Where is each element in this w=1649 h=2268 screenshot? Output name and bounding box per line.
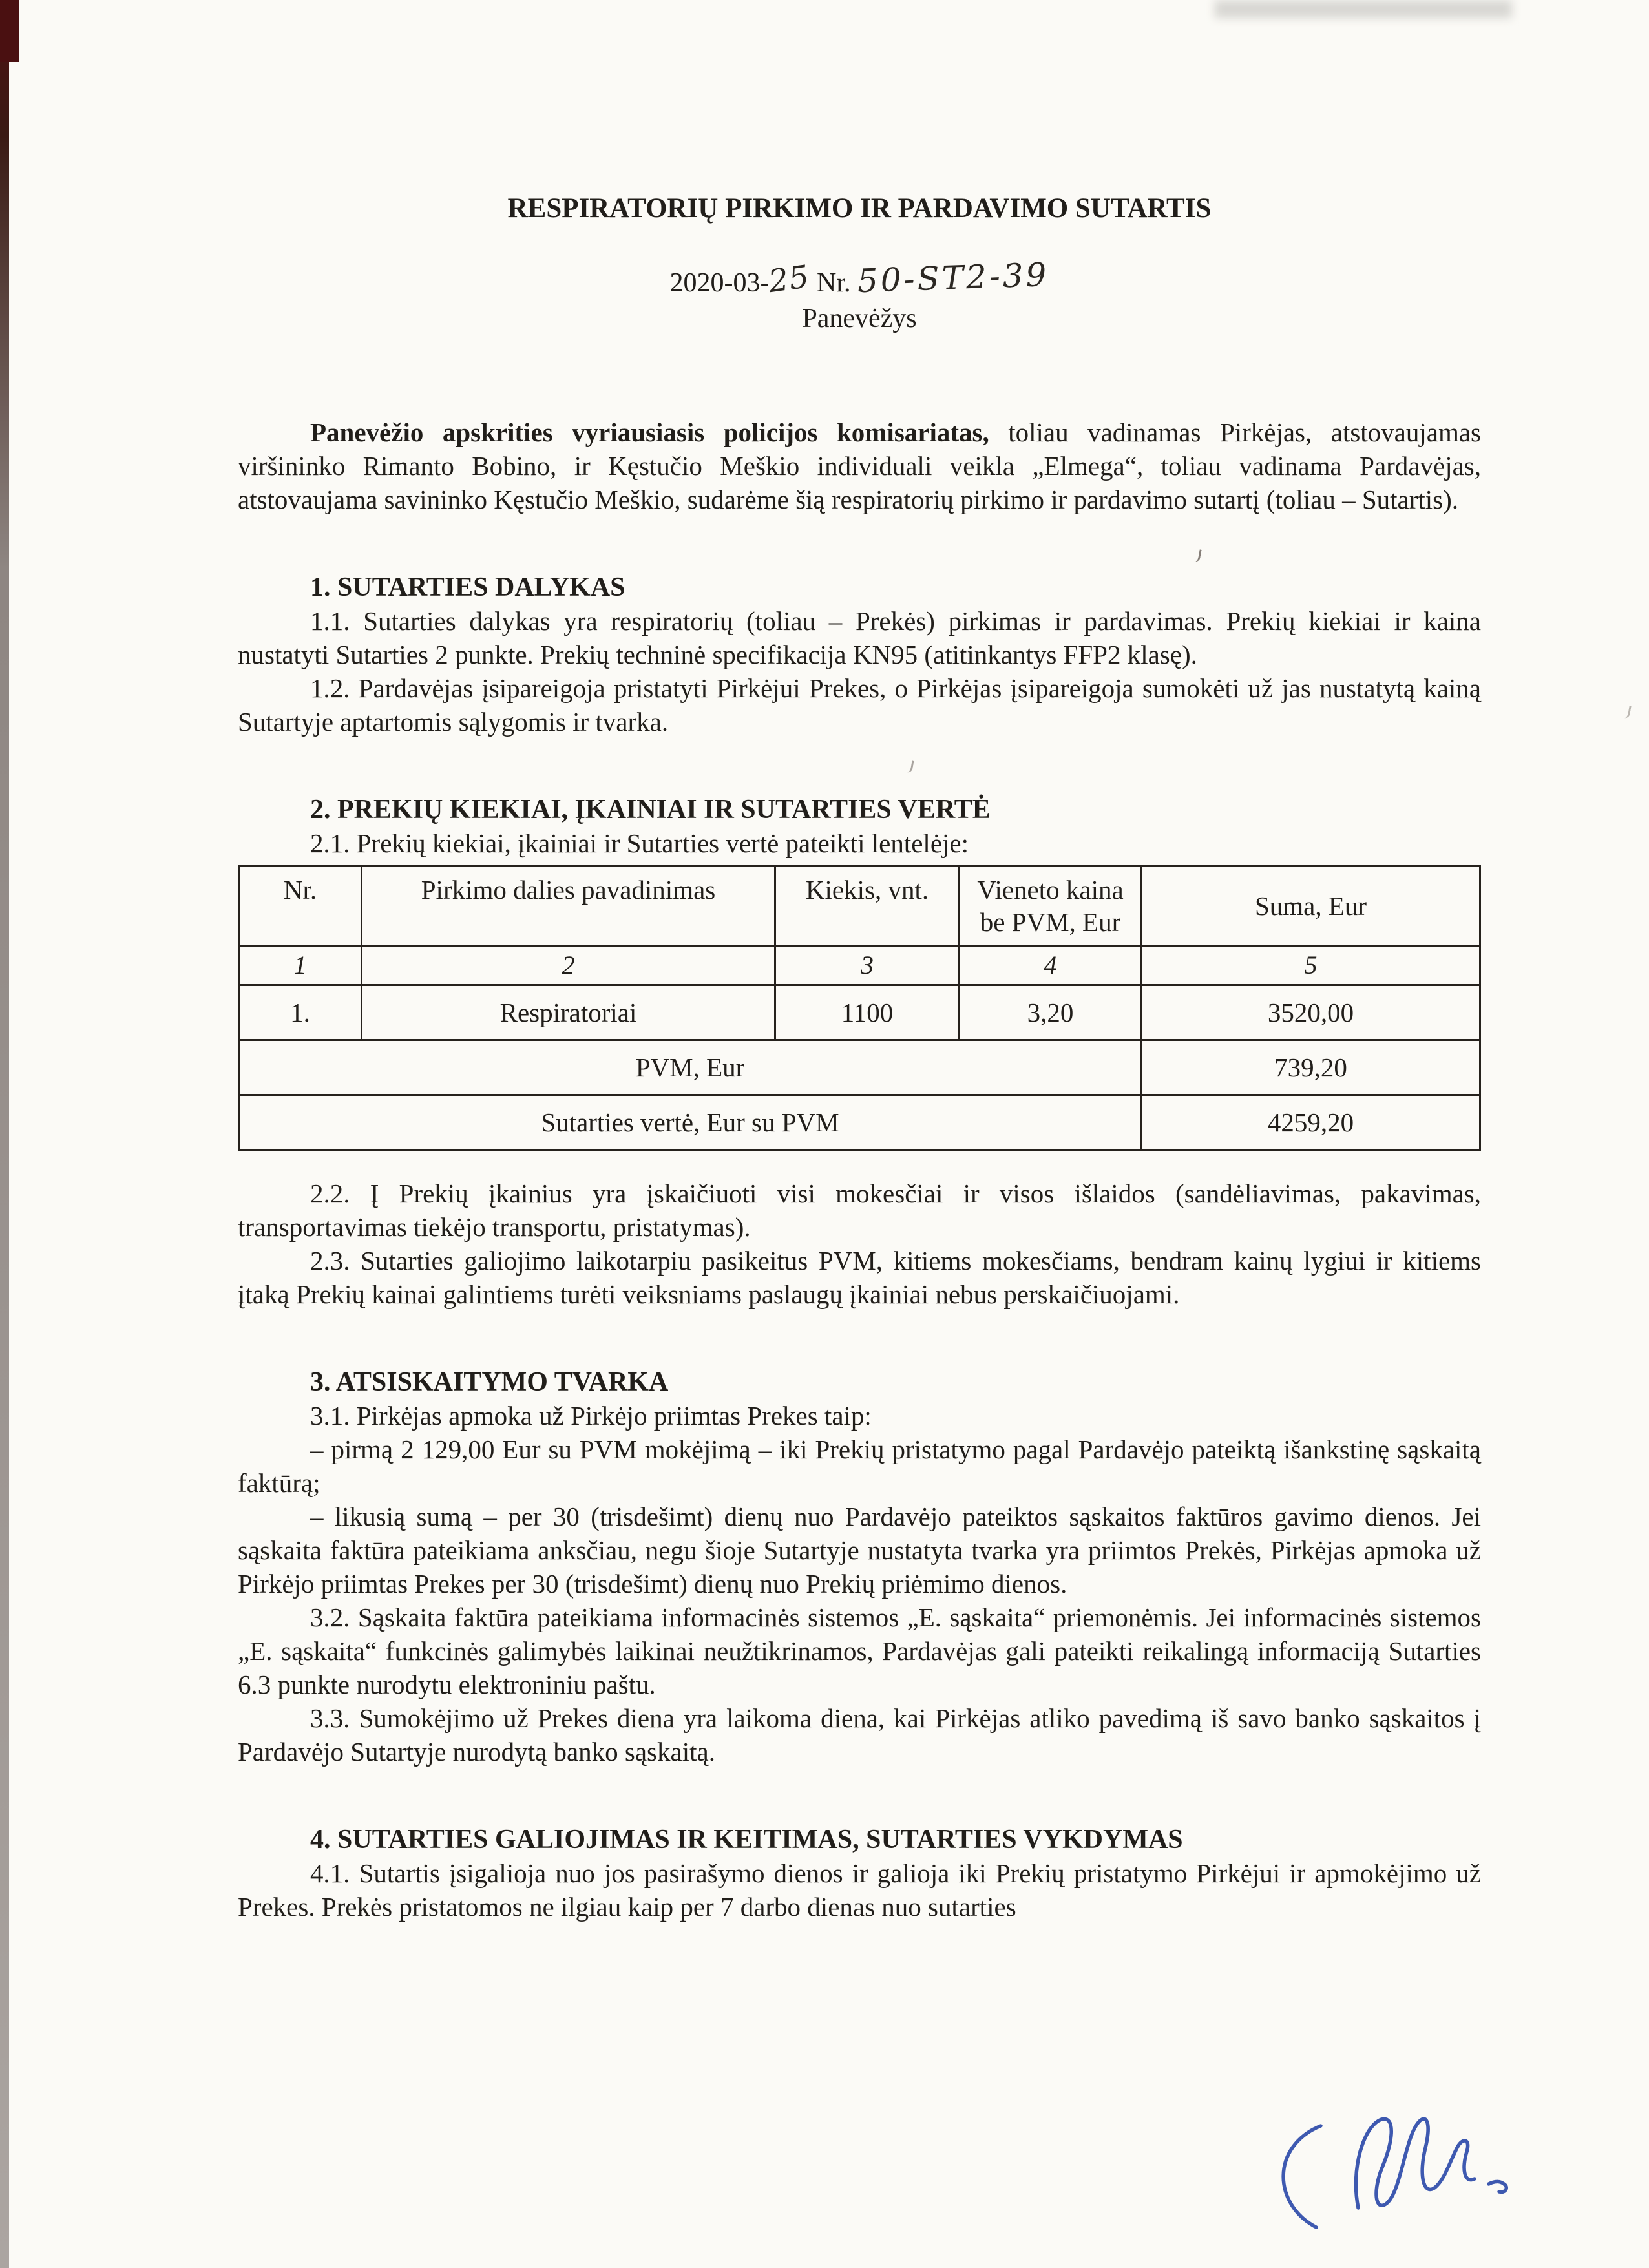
handwritten-contract-number: 50-ST2-39 — [856, 255, 1050, 300]
total-row — [239, 1095, 1480, 1150]
header-sum: Suma, Eur — [1142, 866, 1480, 946]
date-and-number-line — [238, 255, 1481, 300]
header-nr: Nr. — [239, 866, 362, 946]
header-unit-price: Vieneto kaina be PVM, Eur — [960, 866, 1142, 946]
index-cell: 1 — [239, 946, 362, 985]
index-cell: 4 — [960, 946, 1142, 985]
header-qty: Kiekis, vnt. — [775, 866, 960, 946]
total-value: 4259,20 — [1142, 1095, 1480, 1150]
total-label: Sutarties vertė, Eur su PVM — [239, 1095, 1142, 1150]
cell-unit-price: 3,20 — [960, 985, 1142, 1040]
section-2-heading: 2. PREKIŲ KIEKIAI, ĮKAINIAI IR SUTARTIES VERTĖ — [310, 795, 991, 824]
section-3-heading: 3. ATSISKAITYMO TVARKA — [310, 1367, 669, 1397]
paragraph-3-1-bullet-2: – likusią sumą – per 30 (trisdešimt) dienų nuo Pardavėjo pateiktos sąskaitos faktūros gavimo dienos. Jei sąskaita faktūra pateikiama anksčiau, negu šioje Sutartyje nustatyta tvarka yra priimtos Prekės, Pirkėjas apmoka už Pirkėjo priimtas Prekes per 30 (trisdešimt) dienų nuo Prekių priėmimo dienos. — [238, 1502, 1481, 1599]
table-row — [239, 985, 1480, 1040]
paragraph-3-2: 3.2. Sąskaita faktūra pateikiama informacinės sistemos „E. sąskaita“ priemonėmis. Jei informacinės sistemos „E. sąskaita“ funkcinės galimybės laikinai neužtikrinamos, Pardavėjas gali pateikti reikalingą informaciją Sutarties 6.3 punkte nurodytu elektroniniu paštu. — [238, 1602, 1481, 1699]
paragraph-2-3: 2.3. Sutarties galiojimo laikotarpiu pasikeitus PVM, kitiems mokesčiams, bendram kainų lygiui ir kitiems įtaką Prekių kainai galintiems turėti veiksniams paslaugų įkainiai nebus perskaičiuojami. — [238, 1246, 1481, 1309]
header-name: Pirkimo dalies pavadinimas — [362, 866, 775, 946]
pvm-value: 739,20 — [1142, 1040, 1480, 1095]
intro-rest: toliau vadinamas Pirkėjas, atstovaujamas viršininko Rimanto Bobino, ir Kęstučio Meškio individuali veikla „Elmega“, toliau vadinama Pardavėjas, atstovaujama savininko Kęstučio Meškio, sudarėme šią respiratorių pirkimo ir pardavimo sutartį (toliau – Sutartis). — [238, 417, 1481, 514]
scan-edge-strip — [0, 0, 9, 2268]
scan-artifact — [1624, 705, 1631, 719]
signature-handwritten — [1261, 2101, 1533, 2250]
document-content — [238, 0, 1481, 1924]
section-4-heading: 4. SUTARTIES GALIOJIMAS IR KEITIMAS, SUTARTIES VYKDYMAS — [310, 1825, 1183, 1854]
index-cell: 2 — [362, 946, 775, 985]
pvm-row — [239, 1040, 1480, 1095]
cell-sum: 3520,00 — [1142, 985, 1480, 1040]
number-label: Nr. — [810, 268, 858, 298]
table-index-row — [239, 946, 1480, 985]
index-cell: 5 — [1142, 946, 1480, 985]
scan-corner-block — [0, 0, 19, 62]
index-cell: 3 — [775, 946, 960, 985]
cell-name: Respiratoriai — [362, 985, 775, 1040]
paragraph-1-2: 1.2. Pardavėjas įsipareigoja pristatyti Pirkėjui Prekes, o Pirkėjas įsipareigoja sumokėti už jas nustatytą kainą Sutartyje aptartomis sąlygomis ir tvarka. — [238, 673, 1481, 737]
price-table — [238, 865, 1481, 1151]
document-title: RESPIRATORIŲ PIRKIMO IR PARDAVIMO SUTARTIS — [507, 193, 1212, 224]
paragraph-2-2: 2.2. Į Prekių įkainius yra įskaičiuoti visi mokesčiai ir visos išlaidos (sandėliavimas, pakavimas, transportavimas tiekėjo transportu, pristatymas). — [238, 1179, 1481, 1242]
date-printed: 2020-03- — [669, 268, 770, 298]
pvm-label: PVM, Eur — [239, 1040, 1142, 1095]
intro-lead-bold: Panevėžio apskrities vyriausiasis policijos komisariatas, — [310, 417, 989, 447]
paragraph-1-1: 1.1. Sutarties dalykas yra respiratorių (toliau – Prekės) pirkimas ir pardavimas. Prekių kiekiai ir kaina nustatyti Sutarties 2 punkte. Prekių techninė specifikacija KN95 (atitinkantys FFP2 klasę). — [238, 606, 1481, 669]
city-line: Panevėžys — [802, 304, 917, 333]
paragraph-3-1: 3.1. Pirkėjas apmoka už Pirkėjo priimtas Prekes taip: — [310, 1401, 872, 1431]
paragraph-3-1-bullet-1: – pirmą 2 129,00 Eur su PVM mokėjimą – iki Prekių pristatymo pagal Pardavėjo pateiktą išankstinę sąskaitą faktūrą; — [238, 1434, 1481, 1498]
signature-strokes — [1261, 2101, 1533, 2250]
cell-nr: 1. — [239, 985, 362, 1040]
handwritten-day: 25 — [766, 258, 812, 300]
intro-paragraph — [238, 415, 1481, 516]
table-header-row — [239, 866, 1480, 946]
paragraph-4-1: 4.1. Sutartis įsigalioja nuo jos pasirašymo dienos ir galioja iki Prekių pristatymo Pirkėjui ir apmokėjimo už Prekes. Prekės pristatomos ne ilgiau kaip per 7 darbo dienas nuo sutarties — [238, 1858, 1481, 1922]
section-1-heading: 1. SUTARTIES DALYKAS — [310, 572, 625, 602]
paragraph-3-3: 3.3. Sumokėjimo už Prekes diena yra laikoma diena, kai Pirkėjas atliko pavedimą iš savo banko sąskaitos į Pardavėjo Sutartyje nurodytą banko sąskaitą. — [238, 1703, 1481, 1767]
cell-qty: 1100 — [775, 985, 960, 1040]
paragraph-2-1: 2.1. Prekių kiekiai, įkainiai ir Sutarties vertė pateikti lentelėje: — [310, 828, 969, 858]
